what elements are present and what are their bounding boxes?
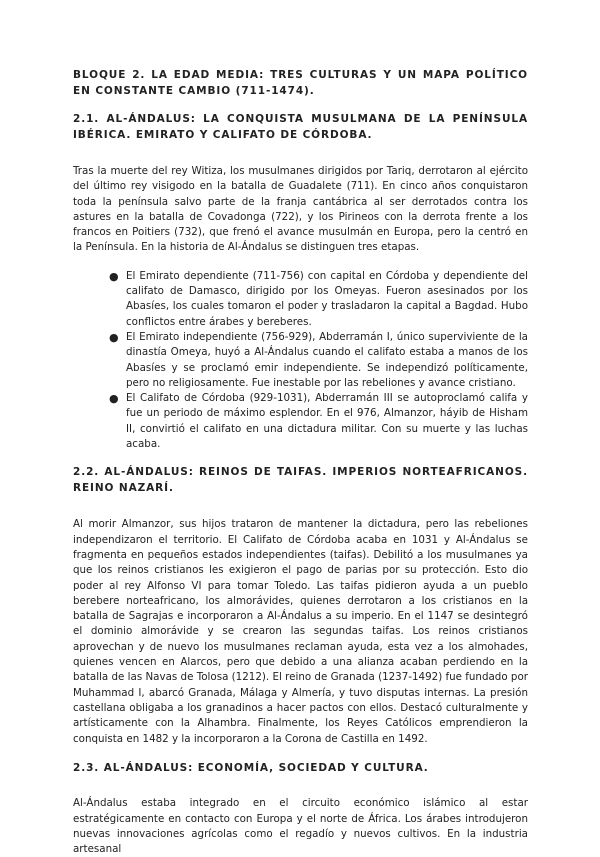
document-page [73,68,528,857]
bullet-icon: ● [109,269,119,283]
section-2-3-text: Al-Ándalus estaba integrado en el circuito económico islámico al estar estratégicamente en contacto con Europa y el norte de África. Los árabes introdujeron nuevas innovaciones agrícolas como el regadío y nuevos cultivos. En la industria artesanal [73,797,528,856]
section-heading-2-2: 2.2. AL-ÁNDALUS: REINOS DE TAIFAS. IMPERIOS NORTEAFRICANOS. REINO NAZARÍ. [73,466,528,494]
bullet-icon: ● [109,392,119,406]
etapas-list [73,269,528,453]
list-item: ● El Emirato dependiente (711-756) con capital en Córdoba y dependiente del califato de Damasco, dirigido por los Omeyas. Fueron asesinados por los Abasíes, los cuales tomaron el poder y trasladaron la capital a Bagdad. Hubo conflictos entre árabes y bereberes. [109,269,528,328]
section-2-1-intro: Tras la muerte del rey Witiza, los musulmanes dirigidos por Tariq, derrotaron al ejército del último rey visigodo en la batalla de Guadalete (711). En cinco años conquistaron toda la península salvo parte de la franja cantábrica al ser derrotados contra los astures en la batalla de Covadonga (722), y los Pirineos con la derrota frente a los francos en Poitiers (732), que frenó el avance musulmán en Europa, pero la centró en la Península. En la historia de Al-Ándalus se distinguen tres etapas. [73,165,528,254]
list-item: ● El Emirato independiente (756-929), Abderramán I, único superviviente de la dinastía Omeya, huyó a Al-Ándalus cuando el califato estaba a manos de los Abasíes y se proclamó emir independiente. Se independizó políticamente, pero no religiosamente. Fue inestable por las rebeliones y avance cristiano. [109,330,528,389]
section-heading-2-3: 2.3. AL-ÁNDALUS: ECONOMÍA, SOCIEDAD Y CULTURA. [73,761,429,774]
section-heading-2-1: 2.1. AL-ÁNDALUS: LA CONQUISTA MUSULMANA DE LA PENÍNSULA IBÉRICA. EMIRATO Y CALIFATO DE CÓRDOBA. [73,113,528,141]
list-item: ● El Califato de Córdoba (929-1031), Abderramán III se autoproclamó califa y fue un periodo de máximo esplendor. En el 976, Almanzor, háyib de Hisham II, convirtió el califato en una dictadura militar. Con su muerte y las luchas acaba. [109,392,528,451]
bullet-icon: ● [109,330,119,344]
section-2-2-text: Al morir Almanzor, sus hijos trataron de mantener la dictadura, pero las rebeliones independizaron el territorio. El Califato de Córdoba acaba en 1031 y Al-Ándalus se fragmenta en pequeños estados independientes (taifas). Debilitó a los musulmanes ya que los reinos cristianos les exigieron el pago de parias por su protección. Esto dio poder al rey Alfonso VI para tomar Toledo. Las taifas pidieron ayuda a un pueblo berebere norteafricano, los almorávides, quienes derrotaron a los cristianos en la batalla de Sagrajas e incorporaron a Al-Ándalus a su imperio. En el 1147 se desintegró el dominio almorávide y se crearon las segundas taifas. Los reinos cristianos aprovechan y de nuevo los musulmanes reclaman ayuda, esta vez a los almohades, quienes vencen en Alarcos, pero que debido a una alianza acaban perdiendo en la batalla de las Navas de Tolosa (1212). El reino de Granada (1237-1492) fue fundado por Muhammad I, abarcó Granada, Málaga y Almería, y tuvo disputas internas. La presión castellana obligaba a los granadinos a hacer pactos con ellos. Destacó culturalmente y artísticamente con la Alhambra. Finalmente, los Reyes Católicos emprendieron la conquista en 1482 y la incorporaron a la Corona de Castilla en 1492. [73,518,528,745]
document-title: BLOQUE 2. LA EDAD MEDIA: TRES CULTURAS Y UN MAPA POLÍTICO EN CONSTANTE CAMBIO (711-1474). [73,69,528,97]
